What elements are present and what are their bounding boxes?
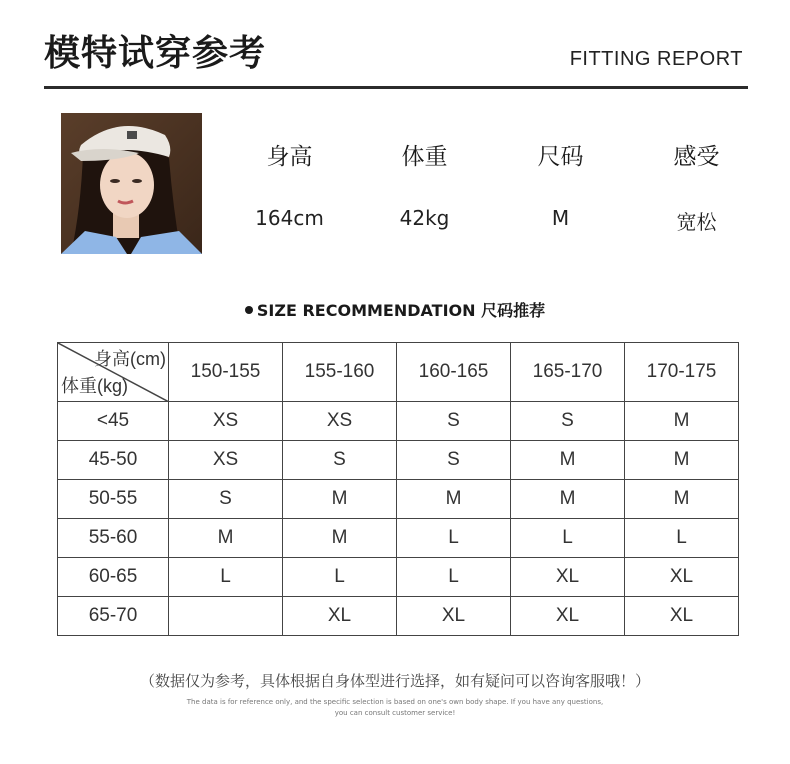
height-range-header: 165-170	[511, 343, 625, 402]
size-cell: XL	[283, 597, 397, 636]
size-cell: XL	[511, 558, 625, 597]
size-cell	[169, 597, 283, 636]
size-cell: S	[397, 441, 511, 480]
height-range-header: 150-155	[169, 343, 283, 402]
size-cell: M	[283, 480, 397, 519]
size-chart-row	[58, 597, 739, 636]
page-subtitle: FITTING REPORT	[569, 48, 743, 70]
size-cell: M	[283, 519, 397, 558]
fit-label-feel: 感受	[673, 144, 720, 170]
size-cell: XS	[283, 402, 397, 441]
size-cell: M	[397, 480, 511, 519]
size-chart-row	[58, 402, 739, 441]
reference-note-en	[0, 697, 790, 719]
size-cell: XL	[625, 558, 739, 597]
size-cell: XS	[169, 441, 283, 480]
reference-note-en-line1: The data is for reference only, and the specific selection is based on one's own body shape. If you have any questions,	[186, 698, 604, 706]
size-cell: L	[397, 519, 511, 558]
height-range-header: 155-160	[283, 343, 397, 402]
weight-range-cell: 65-70	[58, 597, 169, 636]
size-recommendation-label: SIZE RECOMMENDATION 尺码推荐	[256, 301, 546, 320]
corner-weight-label: 体重(kg)	[61, 376, 128, 396]
size-chart-row	[58, 441, 739, 480]
size-cell: S	[511, 402, 625, 441]
fit-label-size: 尺码	[537, 144, 584, 170]
size-cell: L	[169, 558, 283, 597]
size-cell: M	[511, 441, 625, 480]
size-cell: M	[625, 441, 739, 480]
size-cell: L	[625, 519, 739, 558]
size-cell: L	[397, 558, 511, 597]
fit-value-weight: 42kg	[399, 206, 450, 230]
fit-value-height: 164cm	[255, 206, 324, 230]
size-cell: XL	[625, 597, 739, 636]
size-chart-table	[57, 342, 739, 636]
fit-label-height: 身高	[266, 144, 313, 170]
size-chart-header-row	[58, 343, 739, 402]
page-title: 模特试穿参考	[44, 33, 267, 74]
weight-range-cell: 55-60	[58, 519, 169, 558]
size-cell: S	[283, 441, 397, 480]
size-cell: XL	[397, 597, 511, 636]
height-range-header: 170-175	[625, 343, 739, 402]
size-cell: M	[625, 402, 739, 441]
corner-height-label: 身高(cm)	[94, 349, 166, 369]
weight-range-cell: <45	[58, 402, 169, 441]
size-chart-row	[58, 519, 739, 558]
fit-value-feel: 宽松	[676, 210, 717, 234]
size-cell: S	[169, 480, 283, 519]
weight-range-cell: 50-55	[58, 480, 169, 519]
size-cell: S	[397, 402, 511, 441]
size-chart-corner-cell	[58, 343, 169, 402]
reference-note-en-line2: you can consult customer service!	[334, 709, 456, 717]
size-cell: M	[511, 480, 625, 519]
bullet-dot-icon	[245, 306, 253, 314]
weight-range-cell: 45-50	[58, 441, 169, 480]
model-portrait-image	[61, 113, 202, 254]
fit-value-size: M	[551, 206, 570, 230]
size-chart-row	[58, 480, 739, 519]
size-cell: XL	[511, 597, 625, 636]
size-recommendation-heading	[0, 298, 790, 321]
size-chart-row	[58, 558, 739, 597]
size-cell: L	[511, 519, 625, 558]
size-cell: M	[169, 519, 283, 558]
header-divider	[44, 86, 748, 89]
size-cell: L	[283, 558, 397, 597]
weight-range-cell: 60-65	[58, 558, 169, 597]
size-cell: M	[625, 480, 739, 519]
fit-label-weight: 体重	[401, 144, 448, 170]
size-cell: XS	[169, 402, 283, 441]
reference-note-cn: （数据仅为参考，具体根据自身体型进行选择，如有疑问可以咨询客服哦！）	[139, 672, 650, 690]
height-range-header: 160-165	[397, 343, 511, 402]
